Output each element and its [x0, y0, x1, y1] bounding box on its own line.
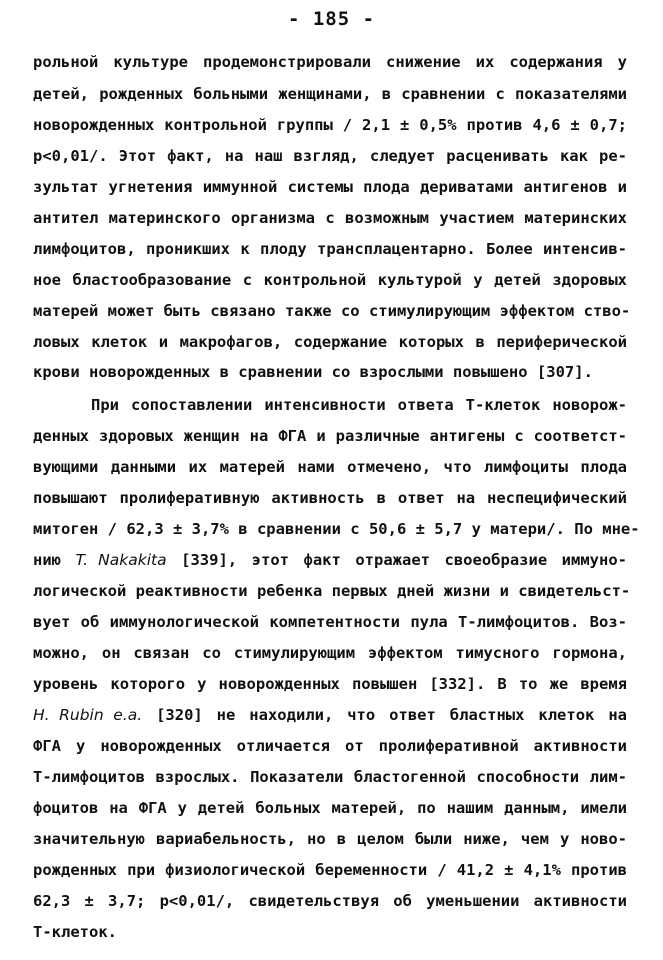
text-line: лимфоцитов, проникших к плоду трансплацентарно. Более интенсив- [33, 240, 627, 258]
text-line: крови новорожденных в сравнении со взрослыми повышено [307]. [33, 363, 593, 381]
text-line: Т-клеток. [33, 923, 117, 941]
text-line: логической реактивности ребенка первых дней жизни и свидетельст- [33, 582, 631, 600]
text-line: H. Rubin e.a. [320] не находили, что ответ бластных клеток на [33, 706, 627, 724]
text-line: ловых клеток и макрофагов, содержание которых в периферической [33, 333, 627, 351]
text-line: митоген / 62,3 ± 3,7% в сравнении с 50,6 ± 5,7 у матери/. По мне- [33, 520, 640, 538]
text-line: вующими данными их матерей нами отмечено, что лимфоциты плода [33, 458, 627, 476]
text-line: ФГА у новорожденных отличается от пролиферативной активности [33, 737, 627, 755]
text-line: можно, он связан со стимулирующим эффектом тимусного гормона, [33, 644, 627, 662]
cited-author-name: H. Rubin e.a. [33, 706, 143, 724]
text-line: новорожденных контрольной группы / 2,1 ± 0,5% против 4,6 ± 0,7; [33, 116, 627, 134]
text-line: рожденных при физиологической беременности / 41,2 ± 4,1% против [33, 861, 627, 879]
text-line: вует об иммунологической компетентности пула Т-лимфоцитов. Воз- [33, 613, 627, 631]
text-line: ное бластообразование с контрольной культурой у детей здоровых [33, 271, 627, 289]
text-line: значительную вариабельность, но в целом были ниже, чем у ново- [33, 830, 627, 848]
cited-author-name: T. Nakakita [75, 551, 167, 569]
text-line: денных здоровых женщин на ФГА и различные антигены с соответст- [33, 427, 627, 445]
text-line: детей, рожденных больными женщинами, в сравнении с показателями [33, 85, 627, 103]
text-line: Т-лимфоцитов взрослых. Показатели бластогенной способности лим- [33, 768, 627, 786]
text-line: рольной культуре продемонстрировали снижение их содержания у [33, 53, 627, 71]
text-line: р<0,01/. Этот факт, на наш взгляд, следует расценивать как ре- [33, 147, 627, 165]
text-line: повышают пролиферативную активность в ответ на неспецифический [33, 489, 627, 507]
page-number: - 185 - [287, 8, 376, 30]
text-line: фоцитов на ФГА у детей больных матерей, по нашим данным, имели [33, 799, 627, 817]
text-line: нию T. Nakakita [339], этот факт отражает своеобразие иммуно- [33, 551, 628, 569]
text-line: антител материнского организма с возможным участием материнских [33, 209, 627, 227]
paragraph-start-line: При сопоставлении интенсивности ответа Т-клеток новорож- [91, 396, 627, 414]
text-line: зультат угнетения иммунной системы плода дериватами антигенов и [33, 178, 627, 196]
text-line: уровень которого у новорожденных повышен [332]. В то же время [33, 675, 627, 693]
text-line: матерей может быть связано также со стимулирующим эффектом ство- [33, 302, 631, 320]
text-line: 62,3 ± 3,7; р<0,01/, свидетельствуя об уменьшении активности [33, 892, 627, 910]
